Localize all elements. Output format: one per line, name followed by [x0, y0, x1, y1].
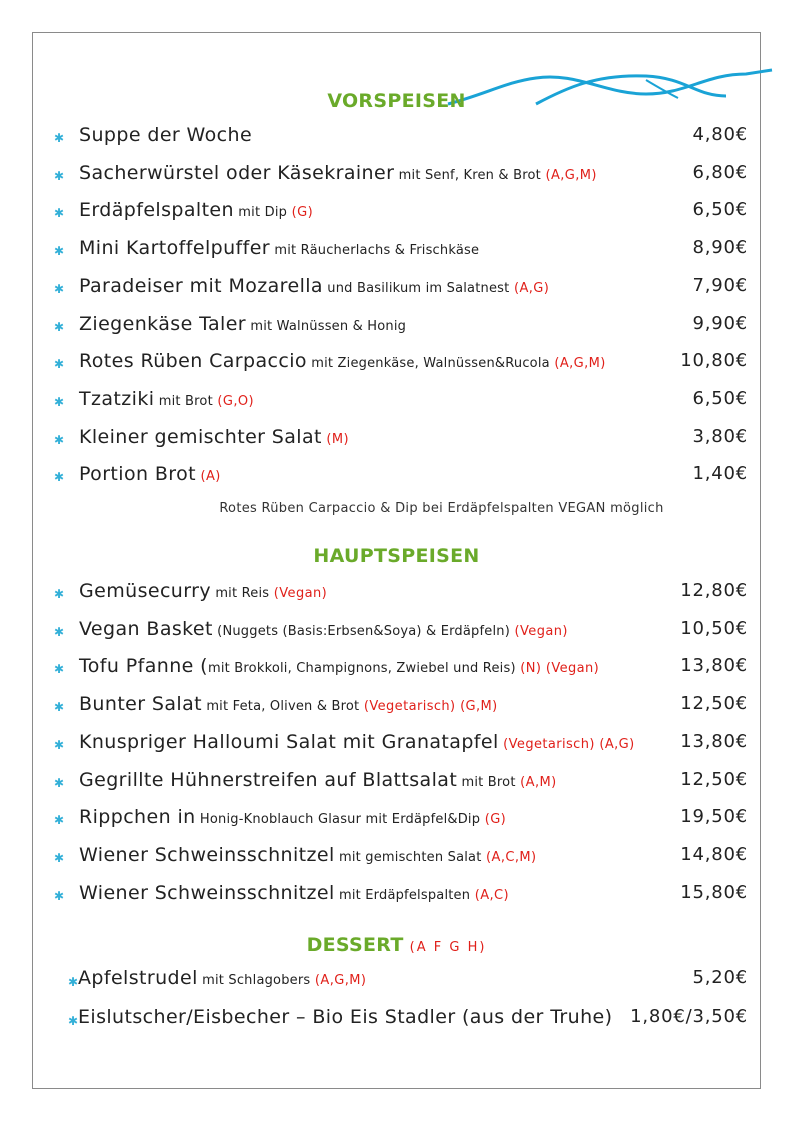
menu-item-description: mit Brot [154, 393, 213, 409]
menu-item [0, 844, 793, 874]
menu-item-name: Eislutscher/Eisbecher – Bio Eis Stadler (aus der Truhe) [78, 1006, 613, 1028]
menu-item-name: Portion Brot [79, 463, 196, 486]
menu-item [0, 199, 793, 229]
menu-item-price: 14,80€ [680, 843, 748, 865]
menu-item-price: 10,50€ [680, 617, 748, 639]
asterisk-bullet-icon: ✱ [54, 850, 65, 865]
menu-item-name: Knuspriger Halloumi Salat mit Granatapfel [79, 730, 499, 753]
menu-item-allergens: (A,G,M) [310, 973, 367, 988]
menu-item-allergens: (G) [287, 205, 314, 221]
menu-item-line [78, 1006, 612, 1028]
menu-item-price: 15,80€ [680, 881, 748, 903]
menu-item-allergens: (A,G,M) [549, 356, 606, 372]
menu-item-name: Vegan Basket [79, 617, 213, 640]
menu-item [0, 162, 793, 192]
asterisk-bullet-icon: ✱ [54, 700, 65, 715]
menu-item-allergens: (Vegan) [269, 586, 328, 601]
menu-item-line [79, 844, 536, 866]
menu-item-price: 9,90€ [692, 312, 748, 334]
asterisk-bullet-icon: ✱ [54, 168, 65, 183]
menu-item-line [79, 463, 221, 485]
menu-item [0, 388, 793, 418]
menu-item-allergens: (N) (Vegan) [515, 661, 600, 677]
menu-item-price: 7,90€ [692, 274, 748, 296]
menu-item-line [79, 618, 568, 640]
menu-item-allergens: (Vegan) [510, 623, 568, 639]
menu-item-name: Erdäpfelspalten [79, 199, 234, 222]
menu-item [0, 275, 793, 305]
menu-item-line [79, 388, 254, 410]
menu-item [0, 124, 793, 154]
menu-item-description: mit Brot [457, 774, 516, 790]
asterisk-bullet-icon: ✱ [54, 888, 65, 903]
menu-item-description: mit Erdäpfelspalten [334, 887, 471, 903]
menu-item [0, 1006, 793, 1036]
menu-item-name: Gegrillte Hühnerstreifen auf Blattsalat [79, 768, 458, 791]
menu-item-allergens: (Vegetarisch) (A,G) [498, 736, 635, 752]
menu-item-allergens: (M) [321, 431, 349, 447]
menu-item-line [79, 162, 597, 184]
menu-item-allergens: (A) [195, 469, 221, 485]
menu-item-name: Ziegenkäse Taler [79, 312, 246, 335]
menu-item-line [79, 426, 349, 448]
menu-item-name: Paradeiser mit Mozarella [79, 274, 323, 297]
asterisk-bullet-icon: ✱ [54, 813, 65, 828]
menu-item-allergens: (A,C,M) [481, 849, 537, 865]
menu-item-name: Tzatziki [79, 387, 155, 410]
vegan-note: Rotes Rüben Carpaccio & Dip bei Erdäpfelspalten VEGAN möglich [219, 501, 664, 516]
menu-item-price: 8,90€ [692, 237, 748, 259]
asterisk-bullet-icon: ✱ [54, 319, 65, 334]
menu-item [0, 882, 793, 912]
asterisk-bullet-icon: ✱ [54, 206, 65, 221]
menu-item-allergens: (G,O) [212, 393, 254, 409]
menu-item-price: 5,20€ [692, 967, 748, 988]
menu-item-price: 1,80€/3,50€ [630, 1006, 748, 1027]
asterisk-bullet-icon: ✱ [54, 394, 65, 409]
menu-item [0, 313, 793, 343]
asterisk-bullet-icon: ✱ [68, 1014, 79, 1028]
menu-item-line [79, 769, 557, 791]
menu-item-description: mit Dip [233, 205, 288, 221]
menu-item-price: 6,80€ [692, 161, 748, 183]
menu-item-line [79, 882, 509, 904]
menu-item [0, 693, 793, 723]
menu-item-price: 12,80€ [680, 580, 748, 601]
menu-item-line [79, 580, 327, 602]
menu-item-price: 10,80€ [680, 350, 748, 372]
asterisk-bullet-icon: ✱ [68, 975, 79, 989]
menu-item-line [78, 967, 366, 989]
menu-item-price: 12,50€ [680, 693, 748, 715]
menu-item-name: Tofu Pfanne ( [79, 655, 208, 678]
menu-item-description: (Nuggets (Basis:Erbsen&Soya) & Erdäpfeln) [212, 623, 511, 639]
menu-item-line [79, 275, 549, 297]
menu-item [0, 769, 793, 799]
menu-item-allergens: (A,C) [470, 887, 509, 903]
menu-item-description: mit Brokkoli, Champignons, Zwiebel und Reis) [208, 661, 516, 677]
menu-item-name: Gemüsecurry [79, 580, 211, 602]
menu-item [0, 618, 793, 648]
menu-item-price: 19,50€ [680, 806, 748, 828]
menu-item-line [79, 806, 506, 828]
asterisk-bullet-icon: ✱ [54, 737, 65, 752]
menu-item [0, 426, 793, 456]
menu-item-line [79, 313, 406, 335]
menu-item-price: 13,80€ [680, 655, 748, 677]
menu-item [0, 967, 793, 997]
menu-item-price: 4,80€ [692, 124, 748, 145]
menu-item-allergens: (A,G) [509, 280, 550, 296]
dessert-title: DESSERT [306, 934, 404, 956]
menu-item-name: Kleiner gemischter Salat [79, 425, 322, 448]
menu-item-name: Mini Kartoffelpuffer [79, 237, 271, 260]
menu-item-allergens: (A,M) [515, 774, 557, 790]
asterisk-bullet-icon: ✱ [54, 624, 65, 639]
menu-item-name: Wiener Schweinsschnitzel [79, 881, 335, 904]
menu-item-name: Suppe der Woche [79, 124, 253, 146]
menu-item-name: Apfelstrudel [78, 967, 198, 989]
menu-item [0, 806, 793, 836]
menu-item [0, 463, 793, 493]
menu-item-line [79, 237, 479, 259]
menu-item-name: Rippchen in [79, 806, 196, 829]
menu-item-line [79, 350, 606, 372]
menu-item-description: mit Walnüssen & Honig [246, 318, 407, 334]
menu-item-description: mit Feta, Oliven & Brot [201, 699, 360, 715]
menu-item-price: 12,50€ [680, 768, 748, 790]
menu-item-name: Sacherwürstel oder Käsekrainer [79, 161, 395, 184]
section-title-hauptspeisen: HAUPTSPEISEN [313, 545, 480, 567]
asterisk-bullet-icon: ✱ [54, 775, 65, 790]
menu-item-line [79, 731, 635, 753]
menu-item-description: mit Schlagobers [197, 973, 311, 988]
asterisk-bullet-icon: ✱ [54, 587, 65, 601]
menu-item-allergens: (G) [480, 812, 507, 828]
asterisk-bullet-icon: ✱ [54, 281, 65, 296]
menu-item-name: Wiener Schweinsschnitzel [79, 843, 335, 866]
menu-item-line [79, 199, 313, 221]
menu-item [0, 350, 793, 380]
menu-item-description: mit Räucherlachs & Frischkäse [270, 243, 480, 259]
menu-item-price: 6,50€ [692, 199, 748, 221]
menu-item [0, 655, 793, 685]
menu-item-price: 13,80€ [680, 730, 748, 752]
menu-item-description: mit Senf, Kren & Brot [394, 167, 541, 183]
menu-item-description: mit Ziegenkäse, Walnüssen&Rucola [306, 356, 550, 372]
menu-item-allergens: (A,G,M) [540, 167, 597, 183]
menu-item [0, 237, 793, 267]
menu-item-name: Bunter Salat [79, 693, 202, 716]
menu-item-line [79, 693, 498, 715]
menu-item-line [79, 655, 599, 677]
asterisk-bullet-icon: ✱ [54, 470, 65, 485]
asterisk-bullet-icon: ✱ [54, 244, 65, 259]
menu-item [0, 731, 793, 761]
menu-item-description: und Basilikum im Salatnest [322, 280, 510, 296]
menu-item-price: 3,80€ [692, 425, 748, 447]
asterisk-bullet-icon: ✱ [54, 432, 65, 447]
asterisk-bullet-icon: ✱ [54, 357, 65, 372]
dessert-allergens: (A F G H) [409, 940, 487, 955]
menu-item-description: mit Reis [210, 586, 270, 601]
section-title-dessert [0, 934, 793, 956]
menu-item-price: 1,40€ [692, 463, 748, 485]
menu-item-description: Honig-Knoblauch Glasur mit Erdäpfel&Dip [195, 812, 481, 828]
menu-item-price: 6,50€ [692, 387, 748, 409]
menu-item-line [79, 124, 252, 146]
menu-item-name: Rotes Rüben Carpaccio [79, 350, 307, 373]
asterisk-bullet-icon: ✱ [54, 131, 65, 145]
section-title-vorspeisen: VORSPEISEN [327, 90, 466, 112]
menu-item-allergens: (Vegetarisch) (G,M) [359, 699, 498, 715]
menu-item-description: mit gemischten Salat [334, 849, 482, 865]
menu-item [0, 580, 793, 610]
asterisk-bullet-icon: ✱ [54, 662, 65, 677]
